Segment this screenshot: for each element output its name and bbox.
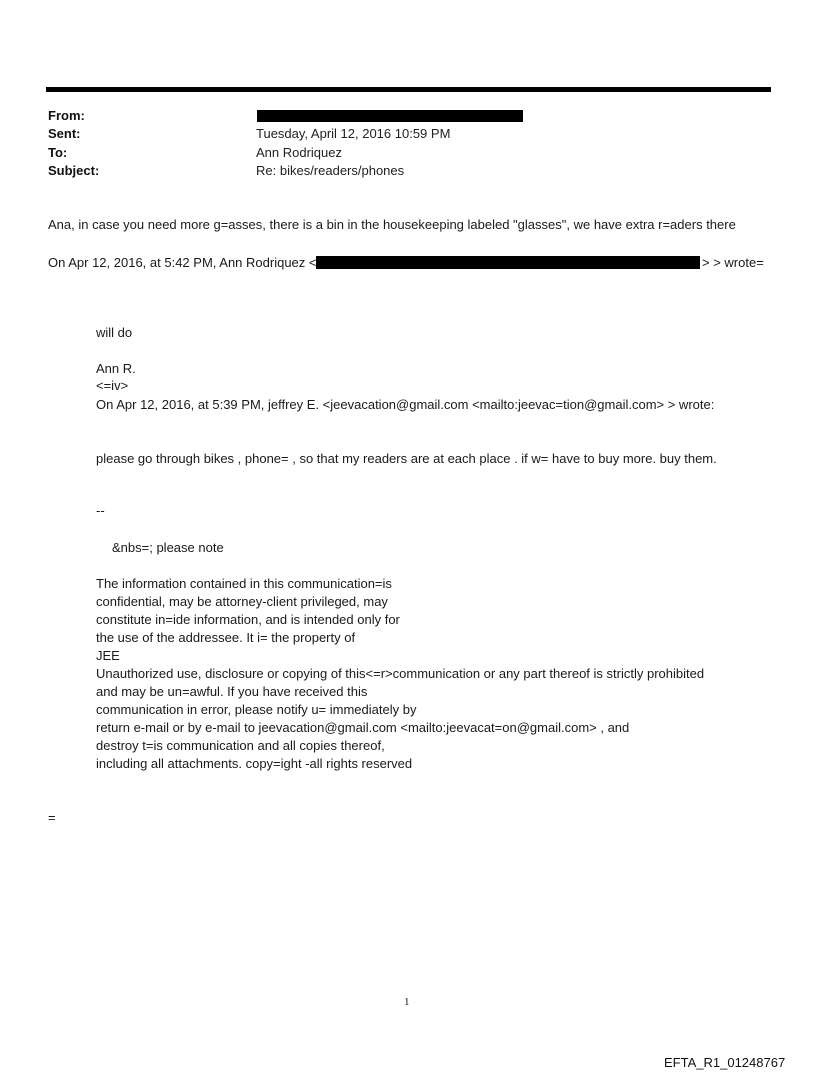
- from-redaction: [257, 110, 523, 122]
- to-label: To:: [48, 145, 68, 160]
- disclaimer-line: including all attachments. copy=ight -all rights reserved: [96, 756, 413, 771]
- nbsp-note: &nbs=; please note: [112, 540, 224, 555]
- sent-label: Sent:: [48, 126, 81, 141]
- subject-value: Re: bikes/readers/phones: [256, 163, 405, 178]
- disclaimer-line: and may be un=awful. If you have received this: [96, 684, 368, 699]
- sent-value: Tuesday, April 12, 2016 10:59 PM: [256, 126, 451, 141]
- disclaimer-line: destroy t=is communication and all copies thereof,: [96, 738, 385, 753]
- signature-name: Ann R.: [96, 361, 136, 376]
- disclaimer-line: The information contained in this communication=is: [96, 576, 392, 591]
- disclaimer-line: the use of the addressee. It i= the property of: [96, 630, 356, 645]
- signature-dashes: --: [96, 503, 105, 518]
- will-do-text: will do: [96, 325, 133, 340]
- quote2-intro: On Apr 12, 2016, at 5:39 PM, jeffrey E. <jeevacation@gmail.com <mailto:jeevac=tion@gmail.com> > wrote:: [96, 397, 715, 412]
- disclaimer-line: confidential, may be attorney-client privileged, may: [96, 594, 388, 609]
- disclaimer-line: return e-mail or by e-mail to jeevacation@gmail.com <mailto:jeevacat=on@gmail.com> , and: [96, 720, 630, 735]
- trailing-equals: =: [48, 810, 56, 825]
- disclaimer-line: constitute in=ide information, and is intended only for: [96, 612, 400, 627]
- subject-label: Subject:: [48, 163, 100, 178]
- instruction-text: please go through bikes , phone= , so that my readers are at each place . if w= have to buy more. buy them.: [96, 451, 717, 466]
- reply-line: Ana, in case you need more g=asses, there is a bin in the housekeeping labeled "glasses", we have extra r=aders there: [48, 217, 736, 232]
- from-label: From:: [48, 108, 85, 123]
- quote-intro-suffix: > > wrote=: [702, 255, 764, 270]
- disclaimer-line: communication in error, please notify u= immediately by: [96, 702, 417, 717]
- to-value: Ann Rodriquez: [256, 145, 342, 160]
- email-redaction: [316, 256, 700, 269]
- quote-intro-prefix: On Apr 12, 2016, at 5:42 PM, Ann Rodriquez <: [48, 255, 317, 270]
- disclaimer-line: JEE: [96, 648, 120, 663]
- page-number: 1: [404, 996, 410, 1008]
- disclaimer-line: Unauthorized use, disclosure or copying of this<=r>communication or any part thereof is strictly prohibited: [96, 666, 705, 681]
- signature-div-tag: <=iv>: [96, 378, 129, 393]
- header-rule: [46, 87, 771, 92]
- document-id: EFTA_R1_01248767: [664, 1055, 786, 1070]
